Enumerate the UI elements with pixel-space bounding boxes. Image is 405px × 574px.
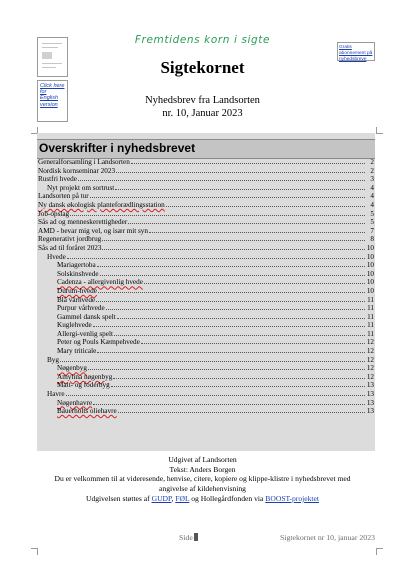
support-line: [0, 494, 405, 504]
toc-entry[interactable]: [37, 157, 375, 166]
toc-leader-dots: [102, 243, 365, 250]
toc-entry[interactable]: [37, 312, 375, 321]
tagline: Fremtidens korn i sigte: [134, 34, 271, 46]
toc-entry[interactable]: [37, 406, 375, 415]
toc-entry-title: Regenerativt jordbrug: [38, 235, 102, 244]
toc-leader-dots: [117, 312, 365, 319]
toc-entry-title: AMD - bevar mig vel, og især mit syn: [38, 226, 148, 235]
toc-leader-dots: [67, 252, 365, 259]
toc-leader-dots: [88, 363, 365, 370]
toc-leader-dots: [131, 157, 365, 164]
text-by: Tekst: Anders Borgen: [169, 464, 236, 474]
boost-link[interactable]: BOOST-projektet: [265, 493, 319, 503]
toc-entry-title: Gammel dansk spelt: [57, 312, 116, 321]
toc-leader-dots: [144, 277, 365, 284]
toc-entry-page: 7: [370, 226, 374, 235]
toc-entry-title: Nordisk kornseminar 2023: [38, 166, 116, 175]
toc-entry[interactable]: [37, 234, 375, 243]
toc-entry-title: Mariagertoba: [57, 261, 96, 270]
toc-entry-page: 13: [366, 381, 374, 390]
welcome-text-1: Du er velkommen til at videresende, henvise, citere, kopiere og klippe-klistre i nyhedsbrevet med: [54, 474, 351, 484]
toc-entry-title: Generalforsamling i Landsorten: [38, 158, 130, 166]
toc-leader-dots: [97, 346, 365, 353]
toc-entry-title: Sås ad til foråret 2023: [38, 243, 102, 252]
toc-entry-title: Sås ad og menneskerettigheder: [38, 218, 128, 227]
subscribe-link[interactable]: Gratis abonnement på nyhedsbreve: [339, 45, 373, 62]
toc-entry-title: Amylina nøgenbyg: [57, 372, 113, 381]
toc-leader-dots: [114, 329, 365, 336]
toc-entry-page: 4: [370, 192, 374, 201]
toc-leader-dots: [100, 269, 365, 276]
toc-entry-page: 5: [370, 209, 374, 218]
toc-entry-title: Mary triticale: [57, 347, 97, 356]
toc-entry-page: 13: [366, 407, 374, 416]
toc-entry[interactable]: [37, 303, 375, 312]
toc-entry[interactable]: [37, 166, 375, 175]
subtitle-line-1: Nyhedsbrev fra Landsorten: [145, 95, 260, 106]
running-title: Sigtekornet nr 10, januar 2023: [279, 533, 375, 542]
toc-entry[interactable]: [37, 226, 375, 235]
toc-entry-title: Hvede: [47, 252, 66, 261]
toc-entry-title: Nøgenhavre: [57, 398, 93, 407]
toc-entry-title: Job-opslag: [38, 209, 70, 218]
toc-leader-dots: [111, 380, 365, 387]
toc-entry[interactable]: [37, 209, 375, 218]
welcome-text-2: angivelse af kildehenvisning: [159, 484, 246, 494]
toc-entry-page: 10: [366, 252, 374, 261]
toc-entry-page: 12: [366, 338, 374, 347]
toc-entry[interactable]: [37, 389, 375, 398]
publication-info: [0, 455, 405, 504]
toc-leader-dots: [66, 389, 365, 396]
toc-entry[interactable]: [37, 355, 375, 364]
toc-entry[interactable]: [37, 183, 375, 192]
toc-leader-dots: [106, 303, 365, 310]
toc-entry[interactable]: [37, 337, 375, 346]
toc-entry-title: Havre: [47, 390, 65, 399]
toc-entry-page: 4: [370, 183, 374, 192]
toc-leader-dots: [70, 209, 365, 216]
toc-entry-page: 12: [366, 372, 374, 381]
toc-entry-title: Rustfri hvede: [38, 175, 77, 184]
toc-entry-title: Allergi-venlig spelt: [57, 329, 113, 338]
toc-entry-title: Blå vårhvede: [57, 295, 96, 304]
toc-entry-page: 4: [370, 200, 374, 209]
toc-entry[interactable]: [37, 260, 375, 269]
toc-entry[interactable]: [37, 320, 375, 329]
via-text: via: [254, 493, 264, 503]
toc-leader-dots: [90, 191, 365, 198]
toc-entry-title: Bauerholts oliehavre: [57, 407, 117, 416]
toc-entry-page: 12: [366, 347, 374, 356]
english-version-link[interactable]: Click here for English version: [40, 83, 65, 108]
toc-entry-title: Byg: [47, 355, 59, 364]
page-label: Side: [179, 533, 193, 542]
toc-entry-page: 12: [366, 364, 374, 373]
toc-heading: Overskrifter i nyhedsbrevet: [39, 141, 196, 155]
table-of-contents: [37, 133, 375, 451]
toc-entry-page: 2: [370, 166, 374, 175]
toc-leader-dots: [60, 355, 365, 362]
toc-leader-dots: [149, 226, 365, 233]
toc-leader-dots: [78, 174, 365, 181]
toc-leader-dots: [93, 320, 365, 327]
issue-line: nr. 10, Januar 2023: [162, 108, 243, 119]
toc-entry[interactable]: [37, 286, 375, 295]
text-cursor: [194, 533, 198, 541]
toc-leader-dots: [166, 200, 365, 207]
corner-mark: [376, 548, 383, 555]
toc-entry[interactable]: [37, 372, 375, 381]
toc-entry-title: Kuglehvede: [57, 321, 92, 330]
toc-entry-page: 8: [370, 235, 374, 244]
toc-entry-page: 10: [366, 261, 374, 270]
corner-mark: [31, 548, 38, 555]
toc-entry-page: 10: [366, 278, 374, 287]
toc-entry-title: Landsorten på tur: [38, 192, 89, 201]
toc-leader-dots: [118, 406, 365, 413]
toc-leader-dots: [115, 183, 365, 190]
toc-entry-page: 11: [367, 304, 374, 313]
toc-leader-dots: [102, 234, 365, 241]
toc-entry-title: Peter og Pouls Kæmpehvede: [57, 338, 140, 347]
toc-entry[interactable]: [37, 200, 375, 209]
toc-entry-page: 13: [366, 390, 374, 399]
newsletter-subtitle: [0, 94, 405, 120]
page-number: [179, 533, 198, 542]
toc-entry-title: Durum-hvede: [57, 286, 97, 295]
corner-mark: [376, 127, 383, 134]
gudp-link[interactable]: GUDP: [151, 493, 172, 503]
separator: ,: [171, 493, 174, 503]
toc-entry-title: Malt- og foderbyg: [57, 381, 110, 390]
toc-entry-page: 5: [370, 218, 374, 227]
toc-list: [37, 157, 375, 415]
toc-entry-page: 12: [366, 355, 374, 364]
toc-entry-page: 11: [367, 329, 374, 338]
toc-entry[interactable]: [37, 295, 375, 304]
toc-entry[interactable]: [37, 277, 375, 286]
toc-leader-dots: [113, 372, 365, 379]
toc-entry-title: Ny dansk økologisk planteforædlingsstation: [38, 200, 165, 209]
toc-entry-title: Nøgenbyg: [57, 364, 87, 373]
toc-entry-title: Purpur vårhvede: [57, 304, 105, 313]
toc-entry-page: 11: [367, 312, 374, 321]
toc-entry[interactable]: [37, 346, 375, 355]
toc-entry-page: 11: [367, 321, 374, 330]
toc-leader-dots: [96, 295, 365, 302]
toc-entry[interactable]: [37, 380, 375, 389]
newsletter-title: Sigtekornet: [160, 58, 245, 77]
toc-entry-title: Nyt projekt om sortrust: [47, 183, 115, 192]
hollegaard-text: Hollegårdfonden: [200, 493, 253, 503]
and-text: og: [191, 493, 199, 503]
toc-entry-page: 10: [366, 243, 374, 252]
toc-entry-page: 3: [370, 175, 374, 184]
fol-link[interactable]: FØL: [175, 493, 190, 503]
toc-entry[interactable]: [37, 398, 375, 407]
toc-entry[interactable]: [37, 329, 375, 338]
toc-entry[interactable]: [37, 252, 375, 261]
toc-entry[interactable]: [37, 174, 375, 183]
toc-leader-dots: [98, 286, 365, 293]
toc-entry[interactable]: [37, 243, 375, 252]
toc-leader-dots: [128, 217, 365, 224]
toc-leader-dots: [116, 166, 365, 173]
toc-entry-title: Cadenza - allergivenlig hvede: [57, 278, 143, 287]
toc-entry-page: 11: [367, 295, 374, 304]
toc-entry[interactable]: [37, 217, 375, 226]
toc-entry[interactable]: [37, 269, 375, 278]
toc-entry-page: 13: [366, 398, 374, 407]
toc-entry-page: 10: [366, 269, 374, 278]
toc-leader-dots: [97, 260, 365, 267]
toc-leader-dots: [93, 398, 365, 405]
toc-entry[interactable]: [37, 363, 375, 372]
published-by: Udgivet af Landsorten: [168, 455, 237, 464]
support-prefix: Udgivelsen støttes af: [85, 493, 150, 503]
toc-leader-dots: [141, 337, 365, 344]
toc-entry-page: 10: [366, 286, 374, 295]
toc-heading-bar: [37, 139, 375, 159]
toc-entry[interactable]: [37, 191, 375, 200]
toc-entry-title: Solskinshvede: [57, 269, 99, 278]
toc-entry-page: 2: [370, 158, 374, 166]
